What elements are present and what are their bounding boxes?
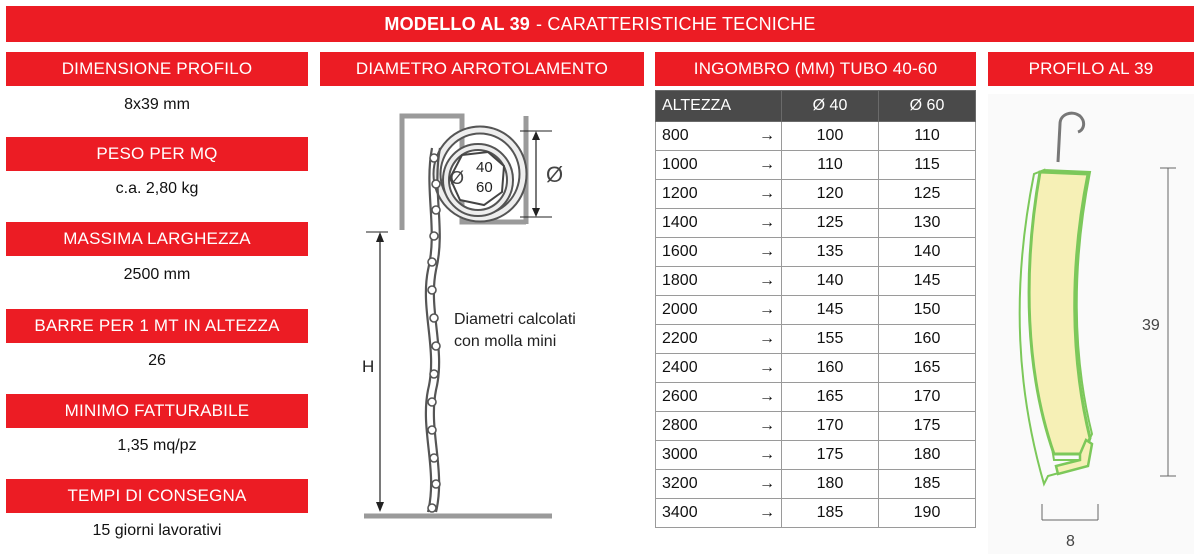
cell-d60: 110 bbox=[879, 122, 976, 151]
arrow-icon: → bbox=[738, 383, 782, 412]
spec-value-dimensione: 8x39 mm bbox=[124, 96, 190, 113]
arrow-icon: → bbox=[738, 412, 782, 441]
cell-d60: 185 bbox=[879, 470, 976, 499]
cell-d40: 120 bbox=[782, 180, 879, 209]
cell-altezza: 1000 bbox=[656, 151, 738, 180]
col-d40: Ø 40 bbox=[782, 91, 879, 122]
cell-d40: 125 bbox=[782, 209, 879, 238]
note-line-2: con molla mini bbox=[454, 333, 557, 350]
profile-drawing bbox=[988, 94, 1194, 554]
cell-altezza: 1600 bbox=[656, 238, 738, 267]
arrow-icon: → bbox=[738, 499, 782, 528]
cell-d40: 140 bbox=[782, 267, 879, 296]
cell-d60: 190 bbox=[879, 499, 976, 528]
cell-altezza: 2600 bbox=[656, 383, 738, 412]
arrow-icon: → bbox=[738, 470, 782, 499]
cell-d60: 140 bbox=[879, 238, 976, 267]
cell-d60: 175 bbox=[879, 412, 976, 441]
spec-label-larghezza: MASSIMA LARGHEZZA bbox=[6, 222, 308, 256]
height-label: H bbox=[362, 357, 375, 376]
cell-d40: 165 bbox=[782, 383, 879, 412]
table-row bbox=[656, 354, 976, 383]
rolling-diagram bbox=[320, 100, 650, 540]
arrow-icon: → bbox=[738, 354, 782, 383]
spec-label-consegna: TEMPI DI CONSEGNA bbox=[6, 479, 308, 513]
table-row bbox=[656, 151, 976, 180]
tube-60-label: 60 bbox=[476, 179, 493, 196]
cell-altezza: 3400 bbox=[656, 499, 738, 528]
arrow-icon: → bbox=[738, 180, 782, 209]
cell-altezza: 1800 bbox=[656, 267, 738, 296]
table-row bbox=[656, 238, 976, 267]
cell-altezza: 1200 bbox=[656, 180, 738, 209]
arrow-icon: → bbox=[738, 151, 782, 180]
dimensions-table bbox=[655, 90, 976, 528]
profile-width-label: 8 bbox=[1066, 533, 1075, 550]
profile-height-label: 39 bbox=[1142, 317, 1160, 334]
arrow-icon: → bbox=[738, 122, 782, 151]
cell-d40: 170 bbox=[782, 412, 879, 441]
arrow-icon: → bbox=[738, 267, 782, 296]
model-name: MODELLO AL 39 bbox=[384, 13, 531, 34]
section-ingombro: INGOMBRO (MM) TUBO 40-60 bbox=[655, 52, 976, 86]
table-row bbox=[656, 470, 976, 499]
spec-label-peso: PESO PER MQ bbox=[6, 137, 308, 171]
cell-altezza: 1400 bbox=[656, 209, 738, 238]
cell-d40: 160 bbox=[782, 354, 879, 383]
spec-value-barre: 26 bbox=[148, 352, 166, 369]
cell-d60: 165 bbox=[879, 354, 976, 383]
cell-altezza: 2400 bbox=[656, 354, 738, 383]
cell-d60: 180 bbox=[879, 441, 976, 470]
cell-d40: 175 bbox=[782, 441, 879, 470]
page-title bbox=[6, 6, 1194, 42]
cell-altezza: 2800 bbox=[656, 412, 738, 441]
cell-altezza: 3000 bbox=[656, 441, 738, 470]
cell-d60: 130 bbox=[879, 209, 976, 238]
arrow-icon: → bbox=[738, 238, 782, 267]
title-subtitle: - CARATTERISTICHE TECNICHE bbox=[536, 13, 816, 34]
table-row bbox=[656, 441, 976, 470]
table-row bbox=[656, 499, 976, 528]
section-diametro: DIAMETRO ARROTOLAMENTO bbox=[320, 52, 644, 86]
table-row bbox=[656, 296, 976, 325]
cell-d40: 110 bbox=[782, 151, 879, 180]
table-row bbox=[656, 325, 976, 354]
spec-label-minimo: MINIMO FATTURABILE bbox=[6, 394, 308, 428]
section-profilo: PROFILO AL 39 bbox=[988, 52, 1194, 86]
table-header-row bbox=[656, 91, 976, 122]
col-altezza: ALTEZZA bbox=[656, 91, 782, 122]
table-row bbox=[656, 383, 976, 412]
cell-altezza: 3200 bbox=[656, 470, 738, 499]
cell-d40: 100 bbox=[782, 122, 879, 151]
arrow-icon: → bbox=[738, 296, 782, 325]
cell-d40: 135 bbox=[782, 238, 879, 267]
table-row bbox=[656, 209, 976, 238]
spec-value-minimo: 1,35 mq/pz bbox=[117, 437, 197, 454]
spec-label-dimensione: DIMENSIONE PROFILO bbox=[6, 52, 308, 86]
cell-d40: 185 bbox=[782, 499, 879, 528]
spec-value-consegna: 15 giorni lavorativi bbox=[92, 522, 222, 539]
svg-text:Ø: Ø bbox=[450, 168, 465, 188]
spec-value-larghezza: 2500 mm bbox=[123, 266, 191, 283]
spec-value-peso: c.a. 2,80 kg bbox=[115, 180, 199, 197]
cell-d60: 115 bbox=[879, 151, 976, 180]
diameter-symbol: Ø bbox=[546, 162, 564, 187]
table-row bbox=[656, 122, 976, 151]
arrow-icon: → bbox=[738, 325, 782, 354]
table-row bbox=[656, 267, 976, 296]
cell-d60: 145 bbox=[879, 267, 976, 296]
table-row bbox=[656, 180, 976, 209]
cell-d60: 150 bbox=[879, 296, 976, 325]
cell-d40: 155 bbox=[782, 325, 879, 354]
arrow-icon: → bbox=[738, 441, 782, 470]
arrow-icon: → bbox=[738, 209, 782, 238]
cell-altezza: 2000 bbox=[656, 296, 738, 325]
cell-altezza: 800 bbox=[656, 122, 738, 151]
cell-d40: 180 bbox=[782, 470, 879, 499]
cell-d40: 145 bbox=[782, 296, 879, 325]
cell-d60: 170 bbox=[879, 383, 976, 412]
spec-label-barre: BARRE PER 1 MT IN ALTEZZA bbox=[6, 309, 308, 343]
cell-d60: 160 bbox=[879, 325, 976, 354]
col-d60: Ø 60 bbox=[879, 91, 976, 122]
cell-d60: 125 bbox=[879, 180, 976, 209]
cell-altezza: 2200 bbox=[656, 325, 738, 354]
table-row bbox=[656, 412, 976, 441]
note-line-1: Diametri calcolati bbox=[454, 311, 576, 328]
tube-40-label: 40 bbox=[476, 159, 493, 176]
